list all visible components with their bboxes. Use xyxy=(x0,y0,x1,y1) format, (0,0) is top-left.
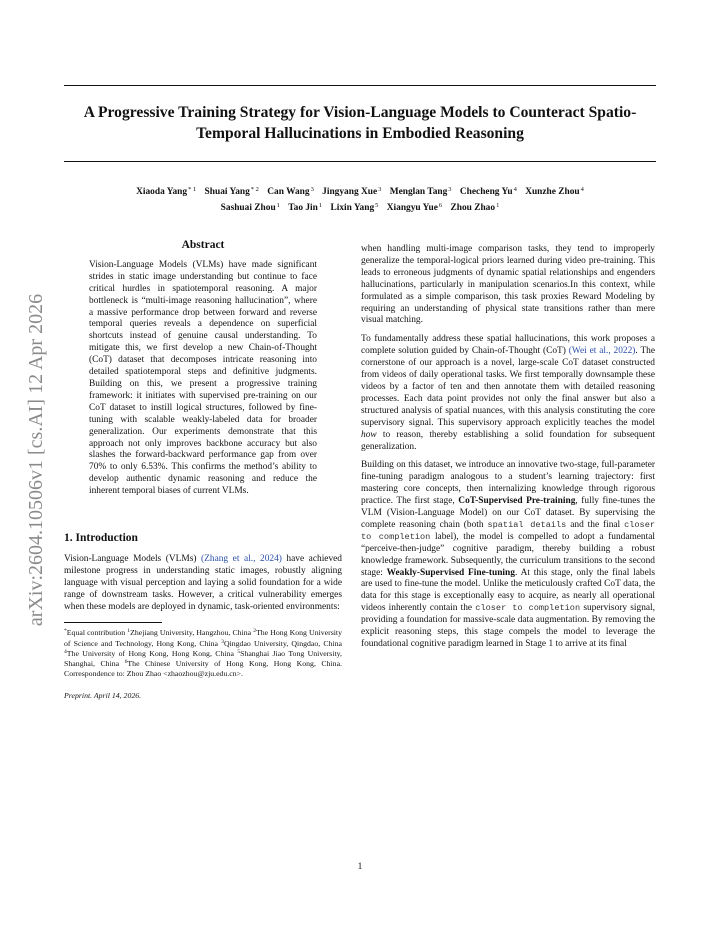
author: Can Wang$^3$ xyxy=(267,186,314,197)
title-rule-bottom xyxy=(64,161,656,162)
citation-link[interactable]: (Wei et al., 2022) xyxy=(568,346,636,357)
intro-paragraph: Vision-Language Models (VLMs) (Zhang et al., 2024) have achieved milestone progress in understanding static images, robustly aligning language with visual perception and laying a solid foundation for a wide range of downstream tasks. However, a critical vulnerability emerges when these models are deployed in dynamic, task-oriented environments: xyxy=(64,553,342,612)
author: Sashuai Zhou$^1$ xyxy=(220,202,280,213)
left-column xyxy=(64,240,342,702)
author: Checheng Yu$^4$ xyxy=(459,186,517,197)
introduction-heading: 1. Introduction xyxy=(64,532,138,545)
arxiv-identifier-stamp: arXiv:2604.10506v1 [cs.AI] 12 Apr 2026 xyxy=(25,293,47,627)
author: Xunzhe Zhou$^4$ xyxy=(525,186,584,197)
preprint-notice: Preprint. April 14, 2026. xyxy=(64,691,142,701)
author: Lixin Yang$^5$ xyxy=(330,202,379,213)
abstract-text: Vision-Language Models (VLMs) have made significant strides in static image understanding but continue to face critical hurdles in spatiotemporal reasoning. A major bottleneck is “multi-image reasoning hallucination”, where a massive performance drop between forward and reverse temporal queries reveals a dependence on superficial shortcuts instead of genuine causal understanding. To mitigate this, we first develop a new Chain-of-Thought (CoT) dataset that decomposes intricate reasoning into detailed spatiotemporal steps and definitive judgments. Building on this, we present a progressive training framework: it initiates with supervised pre-training on our CoT dataset to instill logical structures, followed by fine-tuning with scalable weakly-labeled data for broader generalization. Our experiments demonstrate that this approach not only improves backbone accuracy but also slashes the forward-backward performance gap from over 70% to only 6.53%. This confirms the method’s ability to develop authentic dynamic reasoning and reduce the inherent temporal biases of current VLMs. xyxy=(89,259,317,497)
author: Xiaoda Yang$^{* 1}$ xyxy=(136,186,197,197)
paper-title: A Progressive Training Strategy for Vision-Language Models to Counteract Spatio-Temporal Hallucinations in Embodied Reasoning xyxy=(83,104,637,142)
author-list xyxy=(80,183,640,215)
footnote-rule xyxy=(64,622,162,623)
author: Menglan Tang$^3$ xyxy=(389,186,452,197)
title-rule-top xyxy=(64,85,656,86)
citation-link[interactable]: (Zhang et al., 2024) xyxy=(201,553,282,564)
author: Shuai Yang$^{* 2}$ xyxy=(204,186,259,197)
body-paragraph: To fundamentally address these spatial hallucinations, this work proposes a complete solution guided by Chain-of-Thought (CoT) (Wei et al., 2022). The cornerstone of our approach is a novel, large-scale CoT dataset constructed from videos of daily operational tasks. We first temporally downsample these videos by a factor of ten and then annotate them with detailed reasoning processes. Each data point provides not only the final answer but also a structured analysis of spatial nuances, with this analysis constituting the core supervisory signal. This supervisory approach explicitly teaches the model how to reason, thereby establishing a solid foundation for subsequent generalization. xyxy=(361,334,656,452)
author: Jingyang Xue$^3$ xyxy=(322,186,382,197)
author: Tao Jin$^1$ xyxy=(288,202,323,213)
body-paragraph: Building on this dataset, we introduce an innovative two-stage, full-parameter fine-tuning paradigm analogous to a student’s learning trajectory: first mastering core concepts, then internalizing knowledge through rigorous practice. The first stage, CoT-Supervised Pre-training, fully fine-tunes the VLM (Vision-Language Model) on our CoT dataset. By supervising the complete reasoning chain (both spatial details and the final closer to completion label), the model is compelled to adopt a fundamental “perceive-then-judge” cognitive paradigm, thereby building a robust knowledge framework. Subsequently, the curriculum transitions to the second stage: Weakly-Supervised Fine-tuning. At this stage, only the final labels are used to fine-tune the model. Unlike the meticulously crafted CoT data, the data for this stage is exceptionally easy to acquire, as nearly all operational videos inherently contain the closer to completion supervisory signal, providing a foundation for massive-scale data augmentation. By removing the explicit reasoning steps, this stage compels the model to leverage the foundational cognitive paradigm learned in Stage 1 to arrive at its final xyxy=(361,460,656,649)
author: Xiangyu Yue$^6$ xyxy=(386,202,443,213)
abstract-heading: Abstract xyxy=(181,239,225,251)
body-paragraph: when handling multi-image comparison tasks, they tend to improperly generalize the temporal-logical priors learned during video pre-training. This leads to erroneous judgments of dynamic spatial relationships and engenders hallucinations, particularly in manipulation scenarios.In this context, while formulated as a simple comparison, this task proxies Reward Modeling by requiring an understanding of physical state transitions rather than mere visual matching. xyxy=(361,244,655,326)
affiliation-footnote: *Equal contribution $^1$Zhejiang University, Hangzhou, China $^2$The Hong Kong University of Science and Technology, Hong Kong, China $^3$Qingdao University, Qingdao, China $^4$The University of Hong Kong, Hong Kong, China $^5$Shanghai Jiao Tong University, Shanghai, China $^6$The Chinese University of Hong Kong, Hong Kong, China. Correspondence to: Zhou Zhao <zhaozhou@zju.edu.cn>. xyxy=(64,628,342,678)
right-column xyxy=(361,244,655,658)
page-number: 1 xyxy=(357,862,363,872)
author: Zhou Zhao$^1$ xyxy=(450,202,500,213)
